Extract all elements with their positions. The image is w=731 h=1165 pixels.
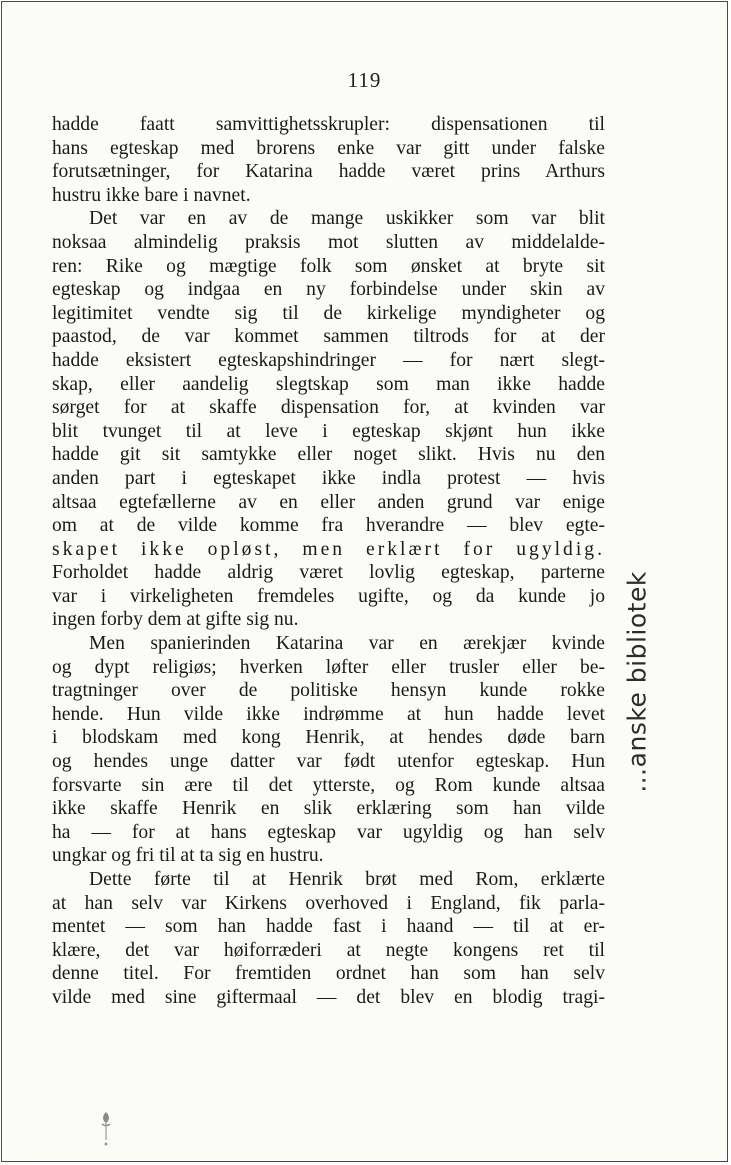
text-line: Det var en av de mange uskikker som var blit [89, 208, 605, 230]
text-line: anden part i egteskapet ikke indla protest — hvis [52, 467, 605, 489]
ornament-icon [96, 1110, 116, 1150]
text-line: tragtninger over de politiske hensyn kunde rokke [52, 680, 605, 702]
text-line: skapet ikke opløst, men erklært for ugyldig. [52, 538, 605, 560]
text-line: hans egteskap med brorens enke var gitt under falske [52, 137, 605, 159]
text-line: hustru ikke bare i navnet. [52, 184, 251, 206]
page-number: 119 [347, 68, 382, 92]
body-text [52, 113, 605, 1010]
text-line: skap, eller aandelig slegtskap som man ikke hadde [52, 373, 605, 395]
text-line: ha — for at hans egteskap var ugyldig og han selv [52, 821, 605, 843]
book-page [1, 1, 728, 1162]
library-stamp [607, 562, 667, 822]
text-line: var i virkeligheten fremdeles ugifte, og da kunde jo [52, 585, 605, 607]
text-line: noksaa almindelig praksis mot slutten av middelalde- [52, 231, 605, 253]
text-line: hadde faatt samvittighetsskrupler: dispensationen til [52, 114, 605, 135]
text-line: Dette førte til at Henrik brøt med Rom, erklærte [89, 869, 605, 890]
text-line: forsvarte sin ære til det ytterste, og Rom kunde altsaa [52, 774, 605, 796]
text-line: mentet — som han hadde fast i haand — til at er- [52, 916, 605, 938]
text-line: altsaa egtefællerne av en eller anden grund var enige [52, 491, 605, 513]
text-line: vilde med sine giftermaal — det blev en blodig tragi- [52, 986, 605, 1008]
text-line: paastod, de var kommet sammen tiltrods for at der [52, 326, 605, 348]
text-line: blit tvunget til at leve i egteskap skjønt hun ikke [52, 420, 605, 442]
text-line: egteskap og indgaa en ny forbindelse under skin av [52, 279, 605, 301]
text-line: sørget for at skaffe dispensation for, at kvinden var [52, 397, 605, 419]
text-line: legitimitet vendte sig til de kirkelige myndigheter og [52, 302, 605, 324]
text-line: i blodskam med kong Henrik, at hendes døde barn [52, 727, 605, 749]
text-line: at han selv var Kirkens overhoved i England, fik parla- [52, 892, 605, 914]
text-line: Men spanierinden Katarina var en ærekjær kvinde [89, 633, 605, 655]
text-line: ikke skaffe Henrik en slik erklæring som han vilde [52, 798, 605, 820]
text-line: hende. Hun vilde ikke indrømme at hun hadde levet [52, 703, 605, 725]
text-line: forutsætninger, for Katarina hadde været prins Arthurs [52, 161, 605, 183]
text-line: hadde eksistert egteskapshindringer — for nært slegt- [52, 349, 605, 371]
library-stamp-text: …anske bibliotek [622, 571, 652, 793]
text-line: ren: Rike og mægtige folk som ønsket at bryte sit [52, 255, 605, 277]
text-line: Forholdet hadde aldrig været lovlig egteskap, parterne [52, 562, 605, 584]
text-line: ungkar og fri til at ta sig en hustru. [52, 845, 324, 867]
text-line: denne titel. For fremtiden ordnet han som han selv [52, 963, 605, 985]
text-line: om at de vilde komme fra hverandre — blev egte- [52, 515, 605, 537]
text-line: og hendes unge datter var født utenfor egteskap. Hun [52, 751, 605, 773]
text-line: hadde git sit samtykke eller noget slikt. Hvis nu den [52, 444, 605, 466]
text-line: og dypt religiøs; hverken løfter eller trusler eller be- [52, 656, 605, 678]
text-line: klære, det var høiforræderi at negte kongens ret til [52, 939, 605, 961]
text-line: ingen forby dem at gifte sig nu. [52, 609, 299, 631]
